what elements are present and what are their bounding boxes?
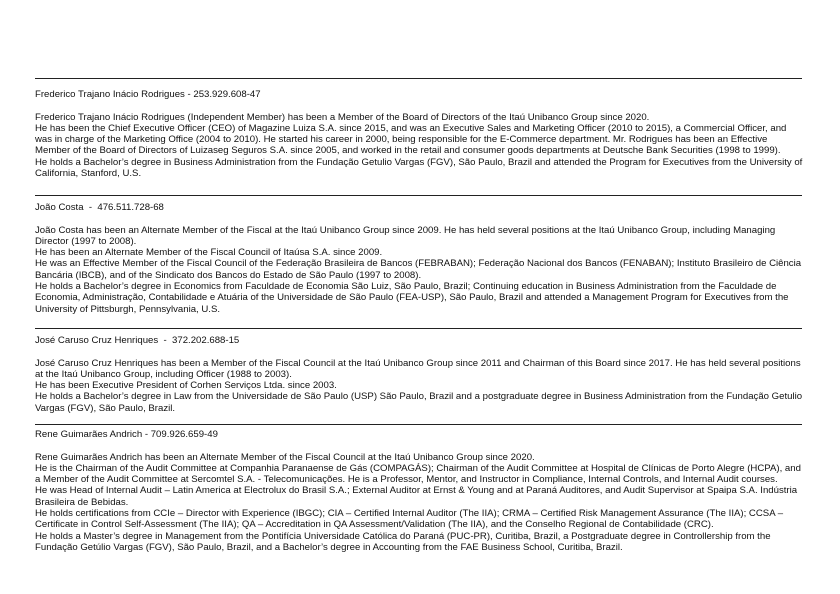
bio-paragraph: He holds a Bachelor’s degree in Law from the Universidade de São Paulo (USP) São Paulo, Brazil and a postgraduate degree in Business Administration from the Fundação Getulio Vargas (FGV), São Paulo, Brazil. bbox=[35, 391, 803, 414]
member-bio bbox=[35, 358, 805, 414]
bio-paragraph: He has been an Alternate Member of the Fiscal Council of Itaúsa S.A. since 2009. bbox=[35, 247, 383, 259]
bio-paragraph: José Caruso Cruz Henriques has been a Member of the Fiscal Council at the Itaú Unibanco Group since 2011 and Chairman of this Board since 2017. He has held several positions at the Itaú Unibanco Group, including Officer (1988 to 2003). bbox=[35, 357, 801, 380]
section-divider bbox=[35, 424, 802, 425]
member-entry-jose bbox=[35, 335, 805, 414]
member-name-heading: Frederico Trajano Inácio Rodrigues - 253.929.608-47 bbox=[35, 89, 261, 100]
bio-paragraph: João Costa has been an Alternate Member of the Fiscal at the Itaú Unibanco Group since 2009. He has held several positions at the Itaú Unibanco Group, including Managing Director (1997 to 2008). bbox=[35, 224, 776, 247]
member-entry-frederico bbox=[35, 89, 805, 179]
bio-paragraph: Frederico Trajano Inácio Rodrigues (Independent Member) has been a Member of the Board of Directors of the Itaú Unibanco Group since 2020. bbox=[35, 111, 650, 123]
bio-paragraph: He has been the Chief Executive Officer (CEO) of Magazine Luiza S.A. since 2015, and was an Executive Sales and Marketing Officer (2010 to 2015), a Commercial Officer, and was in charge of the Marketing Office (2004 to 2010). He started his career in 2000, being responsible for the E-Commerce department. Mr. Rodrigues has been an Effective Member of the Board of Directors of Luizaseg Seguros S.A. since 2005, and worked in the retail and consumer goods departments at Deutsche Bank Securities (1998 to 1999). bbox=[35, 122, 787, 157]
bio-paragraph: He holds a Bachelor’s degree in Business Administration from the Fundação Getulio Vargas (FGV), São Paulo, Brazil and attended the Program for Executives from the University of California, Stanford, U.S. bbox=[35, 156, 803, 180]
member-entry-joao bbox=[35, 202, 805, 315]
section-divider bbox=[35, 195, 802, 196]
bio-paragraph: He was Head of Internal Audit – Latin America at Electrolux do Brasil S.A.; External Auditor at Ernst & Young and at Paraná Auditores, and Audit Supervisor at Spaipa S.A. Indústria Brasileira de Bebidas. bbox=[35, 485, 798, 508]
bio-paragraph: He is the Chairman of the Audit Committee at Companhia Paranaense de Gás (COMPAGÁS); Chairman of the Audit Committee at Hospital de Clínicas de Porto Alegre (HCPA), and a Member of the Audit Committee at Sercomtel S.A. - Telecomunicações. He is a Professor, Mentor, and Instructor in Compliance, Internal Controls, and Internal Audit courses. bbox=[35, 462, 801, 486]
bio-paragraph: He holds a Bachelor’s degree in Economics from Faculdade de Economia São Luiz, São Paulo, Brazil; Continuing education in Business Administration from the Faculdade de Economia, Administração, Contabilidade e Atuária of the Universidade de São Paulo (FEA-USP), São Paulo, Brazil and attended a Management Program for Executives from the University of Pittsburgh, Pennsylvania, U.S. bbox=[35, 281, 789, 315]
member-bio bbox=[35, 225, 805, 315]
member-bio bbox=[35, 452, 805, 554]
section-divider bbox=[35, 78, 802, 79]
bio-paragraph: He has been Executive President of Corhen Serviços Ltda. since 2003. bbox=[35, 380, 337, 392]
bio-paragraph: Rene Guimarães Andrich has been an Alternate Member of the Fiscal Council at the Itaú Unibanco Group since 2020. bbox=[35, 451, 535, 463]
section-divider bbox=[35, 328, 802, 329]
member-name-heading: José Caruso Cruz Henriques - 372.202.688-15 bbox=[35, 335, 240, 346]
member-name-heading: João Costa - 476.511.728-68 bbox=[35, 202, 164, 213]
bio-paragraph: He holds a Master’s degree in Management from the Pontifícia Universidade Católica do Paraná (PUC-PR), Curitiba, Brazil, a Postgraduate degree in Controllership from the Fundação Getúlio Vargas (FGV), São Paulo, Brazil, and a Bachelor’s degree in Accounting from the FAE Business School, Curitiba, Brazil. bbox=[35, 530, 771, 553]
member-name-heading: Rene Guimarães Andrich - 709.926.659-49 bbox=[35, 429, 218, 440]
bio-paragraph: He holds certifications from CCIe – Director with Experience (IBGC); CIA – Certified Internal Auditor (The IIA); CRMA – Certified Risk Management Assurance (The IIA); CCSA – Certificate in Control Self-Assessment (The IIA); QA – Accreditation in QA Assessment/Validation (The IIA), and the Conselho Regional de Contabilidade (CRC). bbox=[35, 508, 784, 531]
member-entry-rene bbox=[35, 429, 805, 553]
bio-paragraph: He was an Effective Member of the Fiscal Council of the Federação Brasileira de Bancos (FEBRABAN); Federação Nacional dos Bancos (FENABAN); Instituto Brasileiro de Ciência Bancária (IBCB), and of the Sindicato dos Bancos do Estado de São Paulo (1997 to 2008). bbox=[35, 258, 802, 281]
member-bio bbox=[35, 112, 805, 180]
